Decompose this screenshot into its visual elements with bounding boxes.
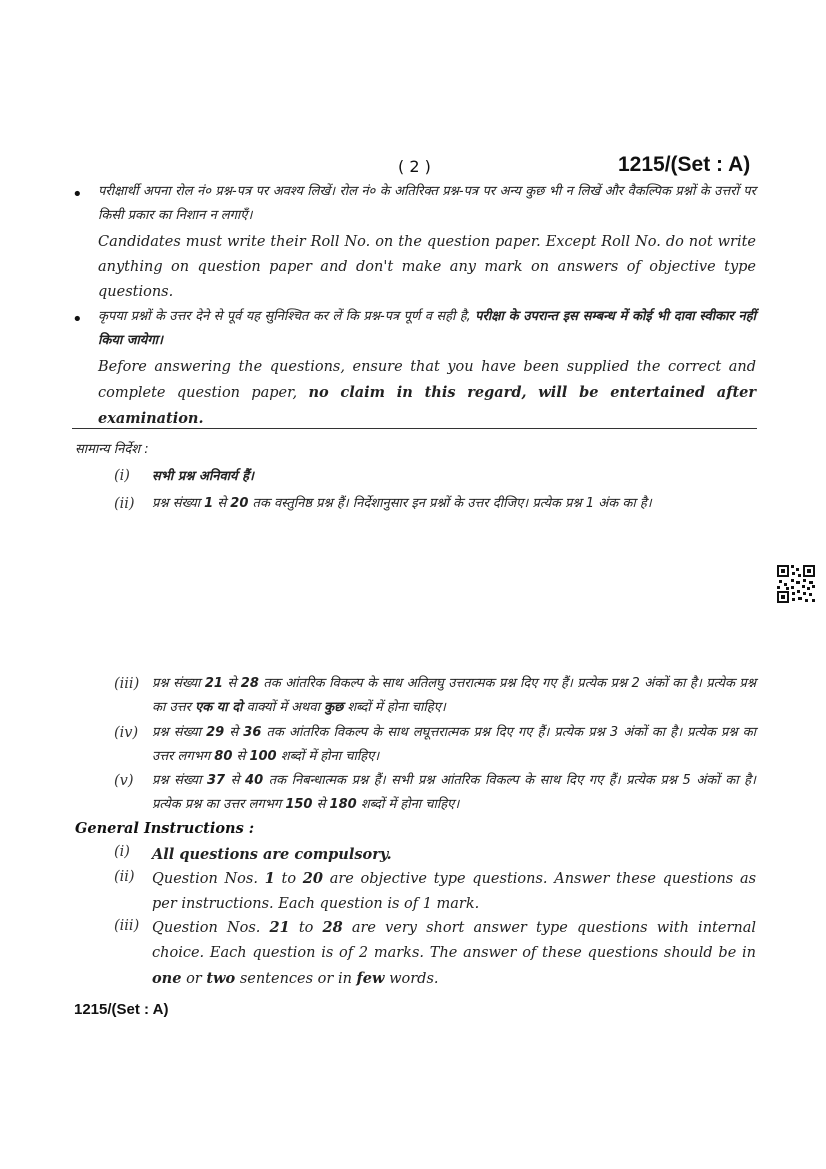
note-2-english-bold: no claim in this regard, will be entertained after examination.: [98, 384, 757, 427]
text-span: से: [316, 797, 326, 812]
bold-text: एक या दो: [195, 700, 243, 715]
bold-number: 100: [249, 749, 277, 764]
text-span: से: [230, 773, 240, 788]
text-span: Question Nos.: [152, 920, 261, 936]
note-2-english-plain: Before answering the questions, ensure that you have been supplied the correct and complete question paper,: [98, 359, 756, 401]
text-span: words.: [389, 971, 439, 987]
hindi-item-2-number: (ii): [114, 496, 135, 512]
text-span: are very short answer type questions with internal choice. Each question is of 2 marks. The answer of these questions should be in: [152, 920, 756, 961]
bold-number: 1: [204, 496, 214, 511]
page-number: ( 2 ): [398, 157, 431, 176]
note-2-hindi-bold: परीक्षा के उपरान्त इस सम्बन्ध में कोई भी दावा स्वीकार नहीं किया जायेगा।: [98, 309, 756, 348]
bold-number: 180: [329, 797, 357, 812]
text-span: से: [227, 676, 237, 691]
hindi-item-1-text: सभी प्रश्न अनिवार्य हैं।: [152, 469, 254, 484]
english-item-2-text: [152, 866, 756, 917]
bold-number: 29: [206, 725, 225, 740]
bold-number: 36: [243, 725, 262, 740]
hindi-instructions-heading: सामान्य निर्देश :: [75, 442, 149, 457]
text-span: वाक्यों में अथवा: [246, 700, 320, 715]
bold-number: 80: [214, 749, 233, 764]
note-2-english: [98, 355, 756, 432]
hindi-item-4-text: [152, 721, 756, 769]
bold-text: कुछ: [324, 700, 344, 715]
bold-number: 28: [240, 676, 259, 691]
text-span: से: [217, 496, 227, 511]
bold-text: two: [206, 970, 236, 987]
text-span: तक वस्तुनिष्ठ प्रश्न हैं। निर्देशानुसार इन प्रश्नों के उत्तर दीजिए। प्रत्येक प्रश्न 1 अंक का है।: [252, 496, 652, 511]
bold-number: 21: [204, 676, 223, 691]
text-span: sentences or in: [239, 971, 352, 987]
text-span: से: [236, 749, 246, 764]
bold-number: 20: [302, 870, 323, 887]
text-span: शब्दों में होना चाहिए।: [280, 749, 380, 764]
text-span: तक निबन्धात्मक प्रश्न हैं। सभी प्रश्न आंतरिक विकल्प के साथ दिए गए हैं। प्रत्येक प्रश्न 5 अंकों का है। प्रत्येक प्रश्न का उत्तर लगभग: [152, 773, 756, 812]
text-span: to: [298, 920, 314, 936]
bold-text: few: [356, 970, 385, 987]
note-2-hindi: [98, 305, 756, 353]
english-item-3-text: [152, 915, 756, 992]
text-span: से: [229, 725, 239, 740]
paper-code-header: 1215/(Set : A): [618, 153, 751, 176]
bold-number: 21: [269, 919, 290, 936]
hindi-item-3-number: (iii): [114, 676, 140, 692]
text-span: प्रश्न संख्या: [152, 496, 201, 511]
text-span: Question Nos.: [152, 871, 258, 887]
text-span: प्रश्न संख्या: [152, 725, 202, 740]
bullet-1: •: [72, 184, 83, 205]
hindi-item-5-number: (v): [114, 773, 134, 789]
text-span: प्रश्न संख्या: [152, 773, 202, 788]
note-2-hindi-plain: कृपया प्रश्नों के उत्तर देने से पूर्व यह सुनिश्चित कर लें कि प्रश्न-पत्र पूर्ण व सही है,: [98, 309, 471, 324]
english-instructions-heading: General Instructions :: [75, 820, 255, 837]
paper-code-footer: 1215/(Set : A): [74, 1001, 169, 1018]
bold-number: 150: [285, 797, 313, 812]
note-1-english: Candidates must write their Roll No. on the question paper. Except Roll No. do not write anything on question paper and don't make any mark on answers of objective type questions.: [98, 234, 756, 300]
text-span: to: [281, 871, 297, 887]
bold-number: 37: [207, 773, 226, 788]
bold-text: one: [152, 970, 182, 987]
text-span: are objective type questions. Answer these questions as per instructions. Each question is of 1 mark.: [152, 871, 757, 912]
english-item-1-number: (i): [114, 844, 130, 860]
text-span: शब्दों में होना चाहिए।: [360, 797, 460, 812]
hindi-item-2-text: [152, 492, 756, 516]
english-item-2-number: (ii): [114, 869, 135, 885]
divider: [72, 428, 757, 429]
english-item-1-text: All questions are compulsory.: [152, 846, 392, 863]
qr-code-icon: [777, 565, 815, 603]
hindi-item-3-text: [152, 672, 756, 720]
bold-number: 1: [264, 870, 275, 887]
text-span: or: [186, 971, 202, 987]
text-span: तक आंतरिक विकल्प के साथ अतिलघु उत्तरात्मक प्रश्न दिए गए हैं। प्रत्येक प्रश्न 2 अंकों का है। प्रत्येक प्रश्न का उत्तर: [152, 676, 757, 715]
bold-number: 28: [322, 919, 343, 936]
english-item-3-number: (iii): [114, 918, 140, 934]
text-span: तक आंतरिक विकल्प के साथ लघूत्तरात्मक प्रश्न दिए गए हैं। प्रत्येक प्रश्न 3 अंकों का है। प्रत्येक प्रश्न का उत्तर लगभग: [152, 725, 756, 764]
hindi-item-5-text: [152, 769, 756, 817]
bold-number: 40: [245, 773, 264, 788]
hindi-item-1-number: (i): [114, 468, 130, 484]
text-span: प्रश्न संख्या: [152, 676, 201, 691]
note-1-hindi: परीक्षार्थी अपना रोल नं० प्रश्न-पत्र पर अवश्य लिखें। रोल नं० के अतिरिक्त प्रश्न-पत्र पर अन्य कुछ भी न लिखें और वैकल्पिक प्रश्नों के उत्तरों पर किसी प्रकार का निशान न लगाएँ।: [98, 184, 756, 223]
text-span: शब्दों में होना चाहिए।: [347, 700, 446, 715]
bold-number: 20: [230, 496, 249, 511]
bullet-2: •: [72, 309, 83, 330]
hindi-item-4-number: (iv): [114, 725, 139, 741]
